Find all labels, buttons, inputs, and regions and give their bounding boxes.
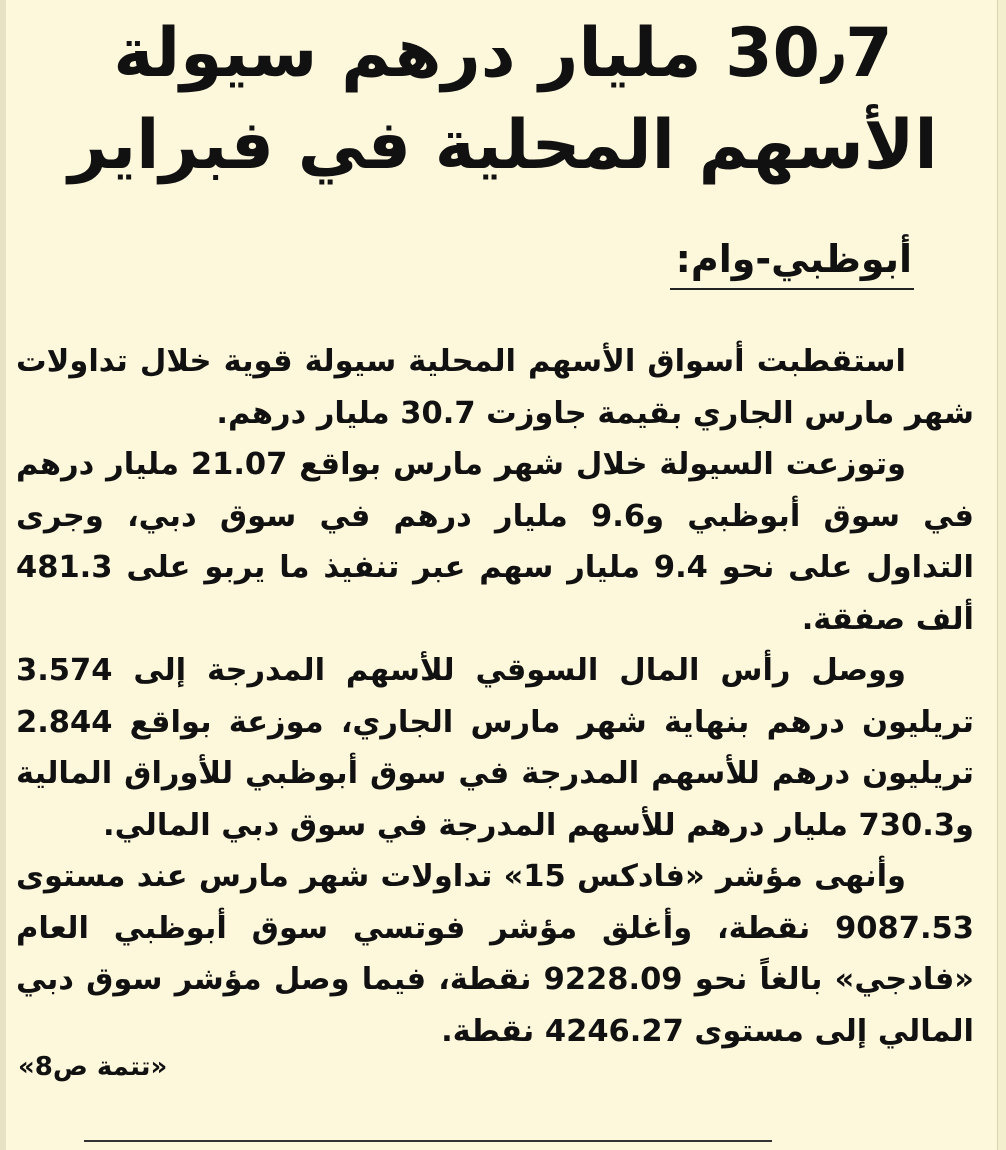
headline-line-1: 30٫7 مليار درهم سيولة xyxy=(113,14,893,93)
paragraph-2: وتوزعت السيولة خلال شهر مارس بواقع 21.07 مليار درهم في سوق أبوظبي و9.6 مليار درهم في سوق دبي، وجرى التداول على نحو 9.4 مليار سهم عبر تنفيذ ما يربو على 481.3 ألف صفقة. xyxy=(16,447,974,637)
bottom-rule xyxy=(84,1140,772,1142)
paragraph-1: استقطبت أسواق الأسهم المحلية سيولة قوية خلال تداولات شهر مارس الجاري بقيمة جاوزت 30.7 مليار درهم. xyxy=(16,344,974,431)
paragraph-3: ووصل رأس المال السوقي للأسهم المدرجة إلى 3.574 تريليون درهم بنهاية شهر مارس الجاري، موزعة بواقع 2.844 تريليون درهم للأسهم المدرجة في سوق أبوظبي للأوراق المالية و730.3 مليار درهم للأسهم المدرجة في سوق دبي المالي. xyxy=(16,653,974,843)
page-edge-right xyxy=(997,0,1006,1150)
byline: أبوظبي-وام: xyxy=(670,236,914,290)
article-body xyxy=(16,336,974,1057)
headline-line-2: الأسهم المحلية في فبراير xyxy=(68,106,938,185)
page-edge-left xyxy=(0,0,6,1150)
paragraph-4: وأنهى مؤشر «فادكس 15» تداولات شهر مارس عند مستوى 9087.53 نقطة، وأغلق مؤشر فوتسي سوق أبوظبي العام «فادجي» بالغاً نحو 9228.09 نقطة، فيما وصل مؤشر سوق دبي المالي إلى مستوى 4246.27 نقطة. xyxy=(16,859,974,1049)
continuation-note: «تتمة ص8» xyxy=(18,1052,168,1082)
